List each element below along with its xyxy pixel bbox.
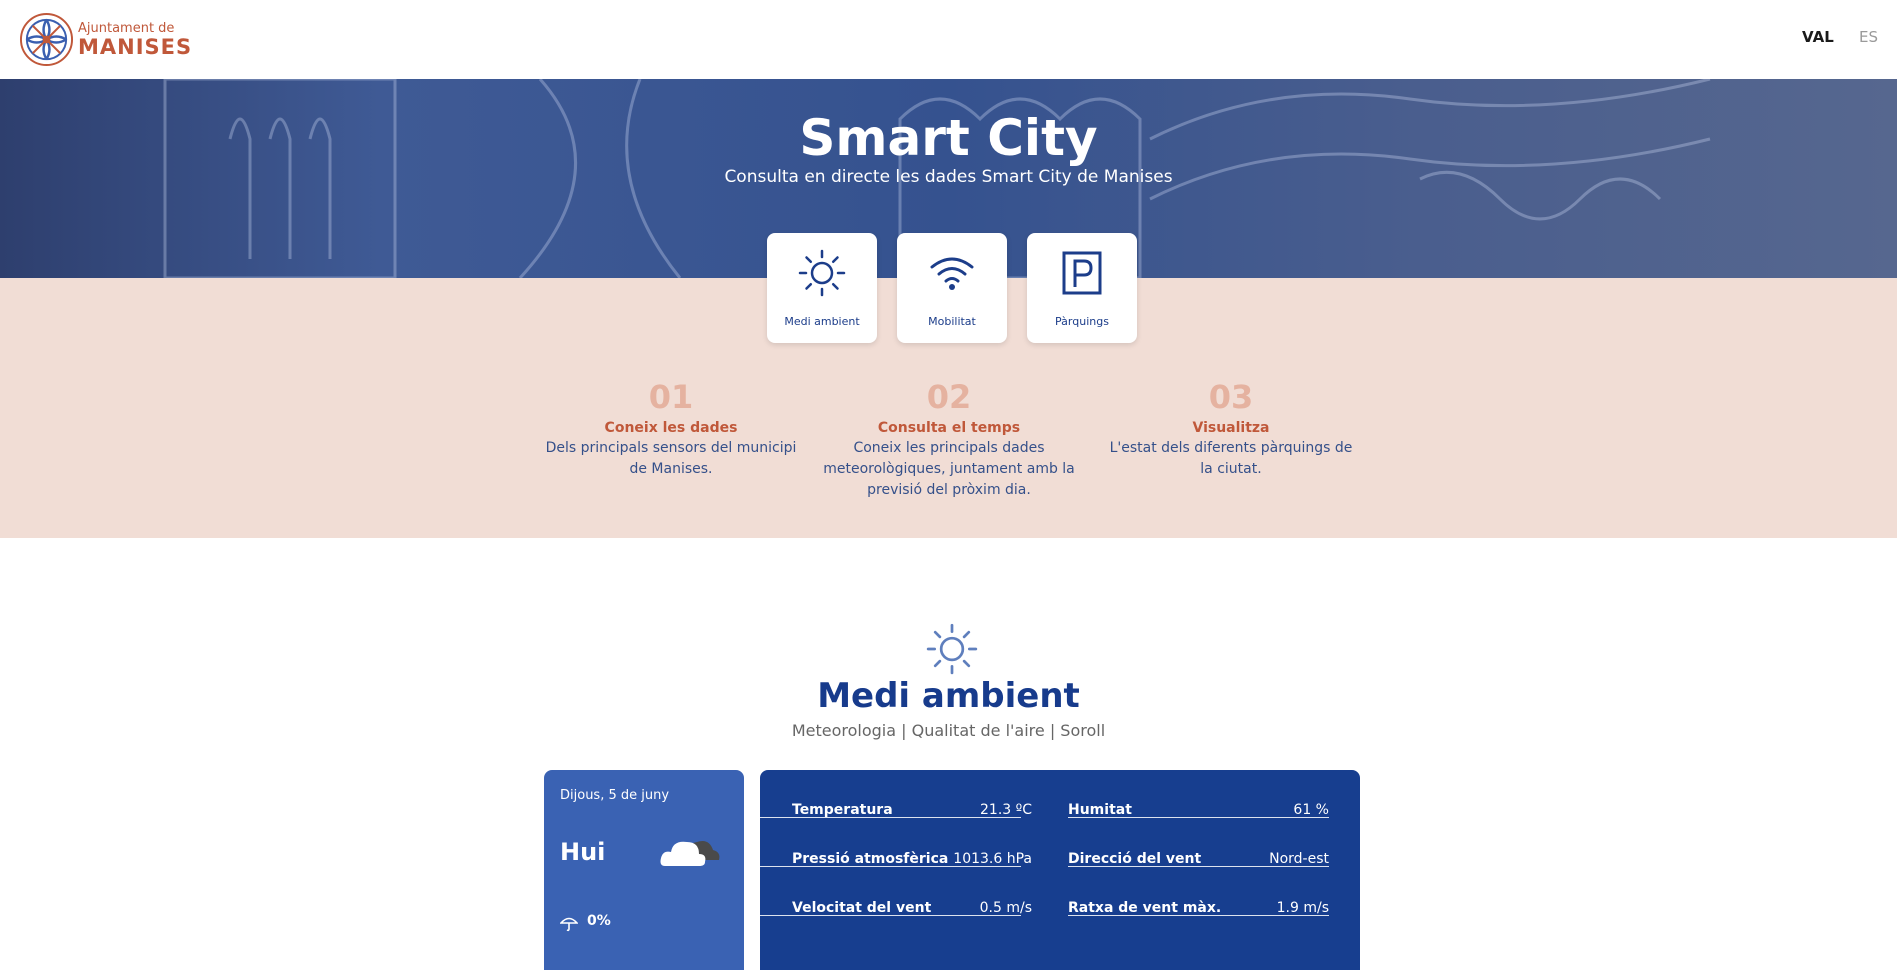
hero-subtitle: Consulta en directe les dades Smart City de Manises — [724, 167, 1173, 187]
step-3 — [1103, 376, 1359, 480]
today-date: Dijous, 5 de juny — [560, 788, 670, 803]
metric-key: Ratxa de vent màx. — [1068, 900, 1222, 916]
lang-es-link[interactable]: ES — [1859, 28, 1878, 46]
metric-row — [760, 819, 1032, 867]
metric-row — [760, 868, 1032, 916]
card-parquings[interactable] — [1027, 233, 1137, 343]
metric-key: Temperatura — [792, 802, 893, 818]
section-subtitle: Meteorologia | Qualitat de l'aire | Soroll — [791, 721, 1106, 740]
metric-key: Pressió atmosfèrica — [792, 851, 949, 867]
metric-value: 0.5 m/s — [979, 900, 1032, 916]
card-label: Medi ambient — [784, 315, 860, 328]
card-label: Pàrquings — [1055, 315, 1109, 328]
section-title: Medi ambient — [817, 676, 1080, 716]
metric-value: 1013.6 hPa — [953, 851, 1032, 867]
weather-metrics-card — [760, 770, 1360, 970]
today-label: Hui — [560, 838, 606, 866]
hero-title: Smart City — [799, 109, 1098, 167]
step-title: Visualitza — [1192, 420, 1270, 436]
sun-icon — [798, 249, 846, 297]
metric-key: Humitat — [1068, 802, 1132, 818]
step-number: 02 — [926, 378, 972, 416]
today-weather-card — [544, 770, 744, 970]
cloud-icon — [659, 830, 721, 872]
logo-line2: MANISES — [78, 34, 193, 59]
card-medi-ambient[interactable] — [767, 233, 877, 343]
manises-logo[interactable] — [19, 12, 192, 67]
step-title: Coneix les dades — [604, 420, 738, 436]
metric-row — [1068, 868, 1329, 916]
metric-row — [1068, 819, 1329, 867]
step-text: L'estat dels diferents pàrquings de la ciutat. — [1109, 440, 1353, 477]
rain-probability: 0% — [587, 913, 611, 929]
metric-row — [1068, 770, 1329, 818]
card-label: Mobilitat — [928, 315, 976, 328]
umbrella-icon — [560, 914, 578, 932]
step-number: 01 — [648, 378, 694, 416]
metric-value: Nord-est — [1269, 851, 1329, 867]
step-number: 03 — [1208, 378, 1254, 416]
step-text: Coneix les principals dades meteorològiques, juntament amb la previsió del pròxim dia. — [823, 440, 1075, 498]
step-2 — [822, 376, 1076, 501]
wifi-icon — [928, 249, 976, 297]
parking-icon — [1058, 249, 1106, 297]
logo-line1: Ajuntament de — [78, 20, 175, 36]
metric-row — [760, 770, 1032, 818]
metric-value: 1.9 m/s — [1276, 900, 1329, 916]
metric-value: 21.3 ºC — [980, 802, 1032, 818]
site-header — [0, 0, 1897, 79]
sun-icon — [926, 623, 978, 675]
step-title: Consulta el temps — [877, 420, 1021, 436]
metric-value: 61 % — [1293, 802, 1329, 818]
metric-key: Velocitat del vent — [792, 900, 932, 916]
lang-val-link[interactable]: VAL — [1802, 28, 1834, 46]
step-1 — [541, 376, 801, 480]
step-text: Dels principals sensors del municipi de Manises. — [545, 440, 797, 477]
card-mobilitat[interactable] — [897, 233, 1007, 343]
metric-key: Direcció del vent — [1068, 851, 1202, 867]
logo-mark-icon — [19, 12, 74, 67]
